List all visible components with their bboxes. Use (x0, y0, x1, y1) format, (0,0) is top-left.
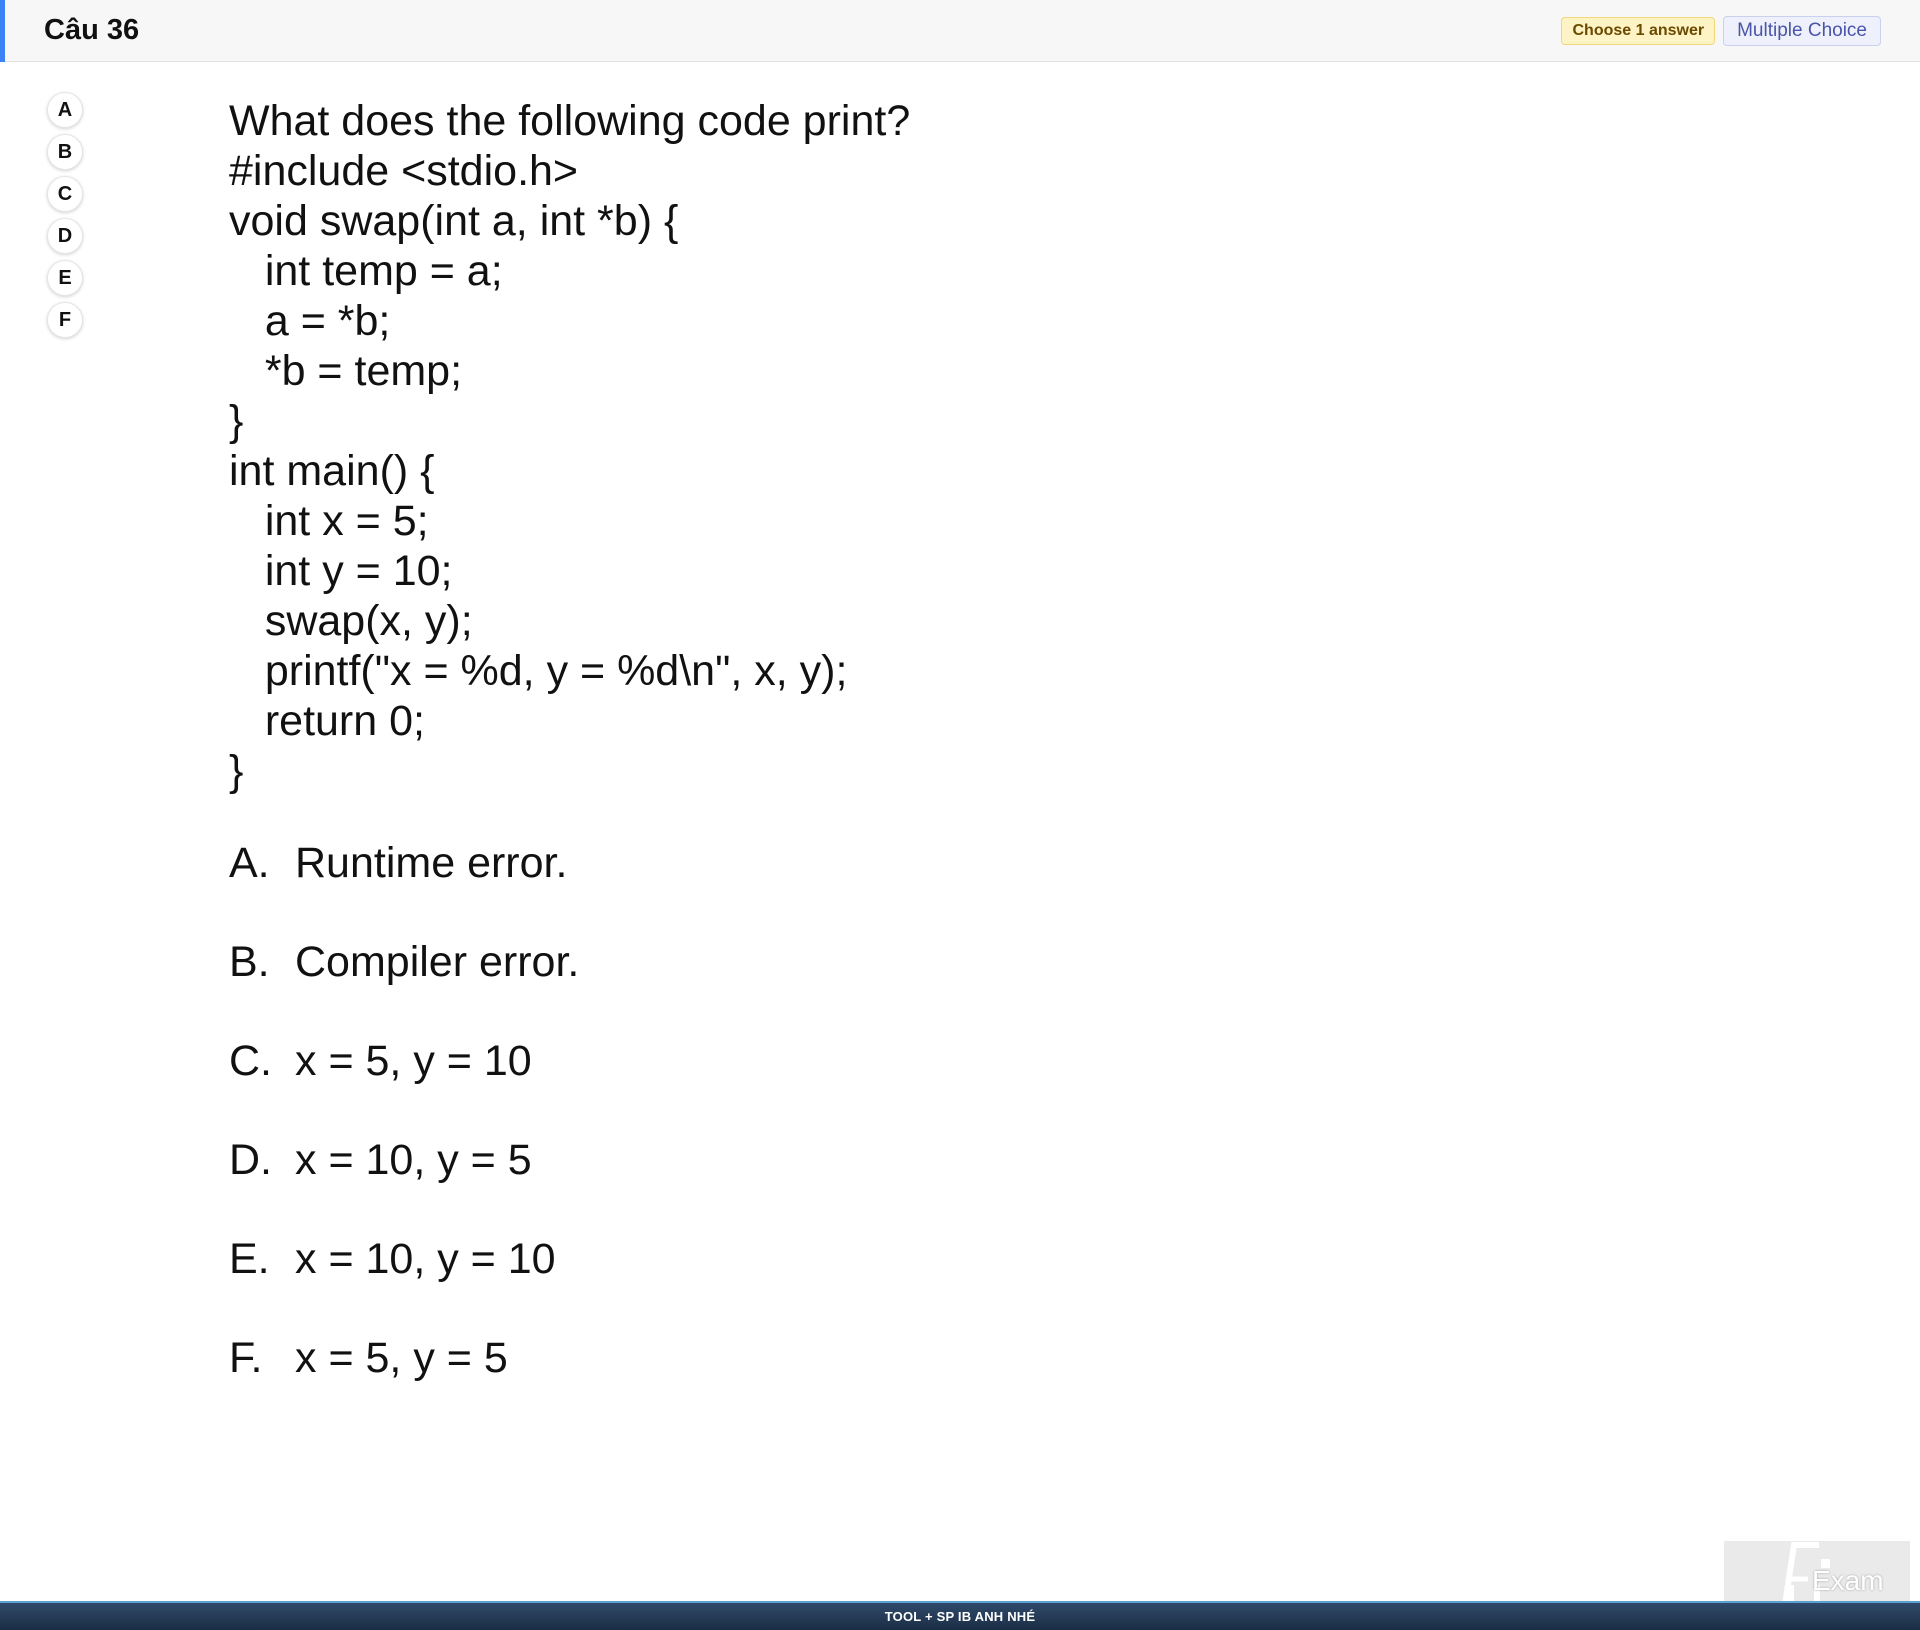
question-content (229, 96, 910, 1432)
answer-text: Runtime error. (295, 839, 568, 887)
header-badges (1561, 16, 1881, 46)
option-f-button[interactable]: F (47, 302, 83, 338)
code-line: int x = 5; (229, 497, 429, 545)
question-title: Câu 36 (44, 14, 140, 46)
answer-letter: B. (229, 938, 270, 986)
answer-letter: C. (229, 1037, 272, 1085)
option-e-button[interactable]: E (47, 260, 83, 296)
answer-letter: E. (229, 1235, 270, 1283)
header-accent-bar (0, 0, 5, 62)
code-line: *b = temp; (229, 347, 463, 395)
code-line: printf("x = %d, y = %d\n", x, y); (229, 647, 848, 695)
answer-text: x = 10, y = 10 (295, 1235, 556, 1283)
code-block (229, 146, 910, 796)
answer-letter: F. (229, 1334, 263, 1382)
answer-letter: A. (229, 839, 270, 887)
question-type-badge: Multiple Choice (1723, 16, 1881, 46)
footer-text: TOOL + SP IB ANH NHÉ (884, 1609, 1036, 1624)
code-line: int y = 10; (229, 547, 453, 595)
question-header (0, 0, 1920, 62)
code-line: swap(x, y); (229, 597, 473, 645)
answer-item-e (229, 1234, 910, 1333)
question-prompt: What does the following code print? (229, 97, 911, 145)
code-line: return 0; (229, 697, 425, 745)
code-line: int temp = a; (229, 247, 503, 295)
answer-text: x = 5, y = 10 (295, 1037, 532, 1085)
answer-options (47, 92, 83, 338)
option-b-button[interactable]: B (47, 134, 83, 170)
answer-letter: D. (229, 1136, 272, 1184)
logo-text: Exam (1812, 1565, 1884, 1596)
answer-list (229, 838, 910, 1432)
code-line: void swap(int a, int *b) { (229, 197, 679, 245)
choose-count-badge: Choose 1 answer (1561, 17, 1715, 45)
option-c-button[interactable]: C (47, 176, 83, 212)
code-line: } (229, 397, 244, 445)
answer-item-d (229, 1135, 910, 1234)
answer-item-c (229, 1036, 910, 1135)
option-a-button[interactable]: A (47, 92, 83, 128)
footer-bar (0, 1601, 1920, 1630)
code-line: a = *b; (229, 297, 391, 345)
answer-item-b (229, 937, 910, 1036)
answer-text: x = 10, y = 5 (295, 1136, 532, 1184)
answer-item-f (229, 1333, 910, 1432)
answer-text: x = 5, y = 5 (295, 1334, 508, 1382)
option-d-button[interactable]: D (47, 218, 83, 254)
code-line: int main() { (229, 447, 435, 495)
code-line: } (229, 747, 244, 795)
answer-text: Compiler error. (295, 938, 580, 986)
code-line: #include <stdio.h> (229, 147, 579, 195)
answer-item-a (229, 838, 910, 937)
